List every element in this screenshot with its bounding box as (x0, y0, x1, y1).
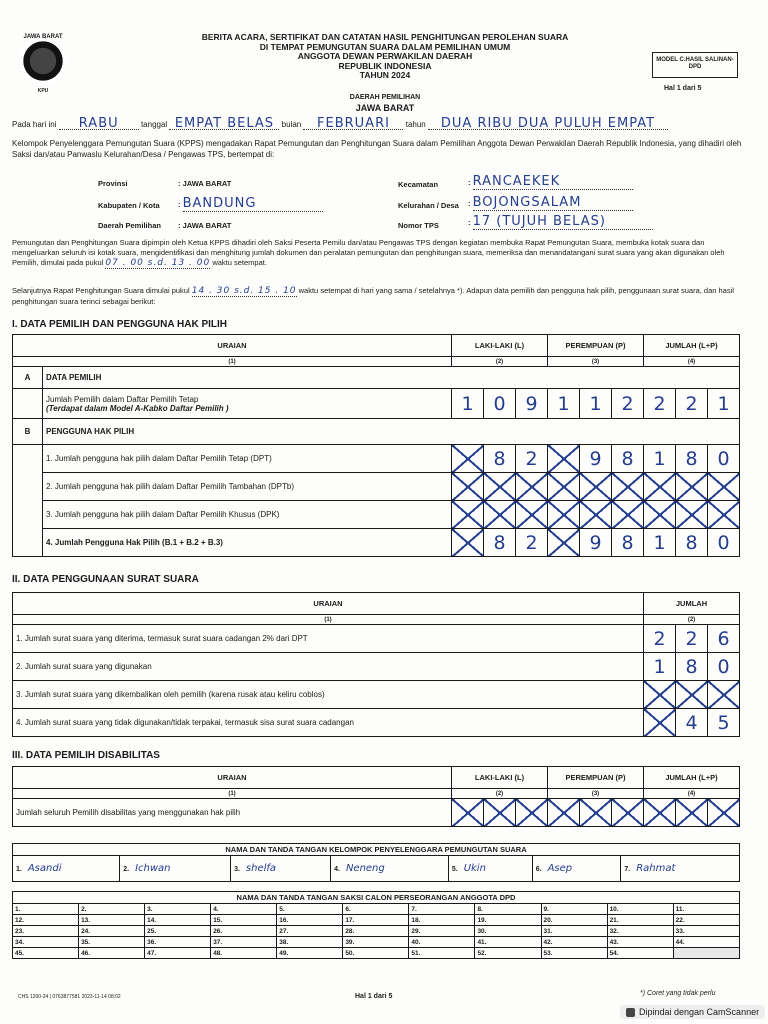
saksi-cell: 28. (343, 926, 409, 937)
saksi-row (13, 937, 740, 948)
digit-cell: 1 (452, 389, 484, 419)
saksi-cell: 25. (145, 926, 211, 937)
tps-value-wrap: : 17 (TUJUH BELAS) (468, 214, 653, 230)
kpps-member (532, 856, 621, 882)
saksi-cell: 43. (607, 937, 673, 948)
member-signature: Ukin (463, 863, 486, 874)
member-signature: Rahmat (636, 863, 676, 874)
kpps-member (120, 856, 231, 882)
surat-suara-label: 4. Jumlah surat suara yang tidak digunakan/tidak terpakai, termasuk sisa surat suara cadangan (13, 709, 644, 737)
kecamatan-value: RANCAEKEK (473, 174, 633, 190)
counting-paragraph (12, 286, 752, 307)
row-a-title: DATA PEMILIH (43, 367, 740, 389)
pada-hari-label: Pada hari ini (12, 120, 57, 129)
para2-text: Selanjutnya Rapat Penghitungan Suara dimulai pukul (12, 286, 190, 295)
kelurahan-value: BOJONGSALAM (473, 195, 633, 211)
footer-note: *) Coret yang tidak perlu (640, 990, 716, 997)
col-num: (2) (644, 615, 740, 625)
crossed-cell (580, 473, 612, 501)
saksi-cell: 18. (409, 915, 475, 926)
row-a-label: A (13, 367, 43, 389)
digit-cell: 8 (484, 529, 516, 557)
digit-cell: 1 (644, 529, 676, 557)
bulan-value: FEBRUARI (303, 118, 403, 130)
camscanner-label: Dipindai dengan CamScanner (639, 1007, 760, 1017)
crossed-cell (452, 529, 484, 557)
saksi-cell: 15. (211, 915, 277, 926)
surat-suara-label: 3. Jumlah surat suara yang dikembalikan oleh pemilih (karena rusak atau keliru coblos) (13, 681, 644, 709)
saksi-cell: 23. (13, 926, 79, 937)
digit-cell: 2 (644, 389, 676, 419)
surat-suara-row (13, 681, 740, 709)
crossed-cell (676, 681, 708, 709)
intro-paragraph (12, 118, 752, 160)
member-signature: Asandi (27, 863, 62, 874)
saksi-title: NAMA DAN TANDA TANGAN SAKSI CALON PERSEORANGAN ANGGOTA DPD (13, 892, 740, 904)
title-line: REPUBLIK INDONESIA (338, 60, 432, 71)
digit-cell: 9 (580, 445, 612, 473)
saksi-cell: 45. (13, 948, 79, 959)
saksi-cell: 53. (541, 948, 607, 959)
spacer-cell (13, 473, 43, 501)
saksi-cell: 34. (13, 937, 79, 948)
crossed-cell (708, 501, 740, 529)
provinsi-value: : JAWA BARAT (178, 179, 232, 188)
crossed-cell (612, 501, 644, 529)
saksi-cell: 22. (673, 915, 739, 926)
daerah-value: JAWA BARAT (355, 103, 415, 113)
pengguna-label: 1. Jumlah pengguna hak pilih dalam Daftar Pemilih Tetap (DPT) (43, 445, 452, 473)
digit-cell: 2 (516, 445, 548, 473)
hari-value: RABU (59, 118, 139, 130)
crossed-cell (676, 501, 708, 529)
spacer-cell (13, 529, 43, 557)
kpps-member (448, 856, 532, 882)
kpps-member (231, 856, 331, 882)
saksi-table (12, 891, 740, 959)
digit-cell: 1 (644, 653, 676, 681)
disabilitas-row (13, 799, 740, 827)
saksi-cell: 39. (343, 937, 409, 948)
saksi-cell: 10. (607, 904, 673, 915)
section2-table (12, 592, 740, 737)
crossed-cell (452, 799, 484, 827)
digit-cell: 0 (708, 445, 740, 473)
camscanner-badge (620, 1005, 765, 1019)
kpps-members (13, 856, 740, 882)
digit-cell: 1 (580, 389, 612, 419)
digit-cell: 9 (580, 529, 612, 557)
crossed-cell (452, 501, 484, 529)
digit-cell: 8 (676, 653, 708, 681)
kpps-signature-table (12, 843, 740, 882)
saksi-cell: 9. (541, 904, 607, 915)
crossed-cell (548, 529, 580, 557)
pengguna-row (13, 529, 740, 557)
intro-text: Kelompok Penyelenggara Pemungutan Suara (KPPS) mengadakan Rapat Pemungutan dan Penghitungan Suara dalam Pemilihan Anggota Dewan Perwakilan Daerah Republik Indonesia, yang dihadiri oleh Saksi dan/atau Panwaslu Kelurahan/Desa / Pengawas TPS, bertempat di: (12, 139, 742, 159)
digit-cell: 0 (484, 389, 516, 419)
saksi-cell: 19. (475, 915, 541, 926)
member-signature: shelfa (245, 863, 277, 874)
tanggal-label: tanggal (140, 120, 168, 129)
saksi-cell: 41. (475, 937, 541, 948)
member-number: 2. (123, 866, 130, 873)
provinsi-label: Provinsi (98, 179, 128, 188)
col-num: (1) (13, 615, 644, 625)
title-line: ANGGOTA DEWAN PERWAKILAN DAERAH (297, 51, 473, 61)
surat-suara-row (13, 653, 740, 681)
crossed-cell (452, 473, 484, 501)
header-uraian: URAIAN (13, 767, 452, 789)
kelurahan-value-wrap: : BOJONGSALAM (468, 195, 633, 211)
saksi-cell: 49. (277, 948, 343, 959)
surat-suara-rows (13, 625, 740, 737)
camscanner-icon (626, 1008, 635, 1017)
surat-suara-row (13, 625, 740, 653)
tps-value: 17 (TUJUH BELAS) (473, 214, 653, 230)
member-number: 7. (624, 866, 631, 873)
crossed-cell (548, 501, 580, 529)
surat-suara-label: 1. Jumlah surat suara yang diterima, termasuk surat suara cadangan 2% dari DPT (13, 625, 644, 653)
crossed-cell (484, 799, 516, 827)
opening-paragraph (12, 238, 752, 269)
crossed-cell (548, 473, 580, 501)
crossed-cell (644, 501, 676, 529)
kabupaten-value-wrap: : BANDUNG (178, 196, 323, 212)
saksi-row (13, 904, 740, 915)
col-num: (4) (644, 357, 740, 367)
crossed-cell (484, 473, 516, 501)
spacer-cell (13, 445, 43, 473)
kabupaten-label: Kabupaten / Kota (98, 201, 160, 210)
saksi-cell: 40. (409, 937, 475, 948)
para1-text: Pemungutan dan Penghitungan Suara dipimpin oleh Ketua KPPS dihadiri oleh Saksi Peserta Pemilu dan/atau Pengawas TPS dengan kegiatan membuka Rapat Pemungutan Suara, membuka kotak suara dan mengeluarkan seluruh isi kotak suara, mengidentifikasi dan menghitung jumlah dokumen dan peralatan pemungutan dan penghitungan suara, memeriksa dan menandatangani surat suara yang akan digunakan oleh Pemilih, dimulai pada pukul (12, 238, 725, 267)
saksi-cell: 46. (79, 948, 145, 959)
kelurahan-label: Kelurahan / Desa (398, 201, 459, 210)
digit-cell: 1 (708, 389, 740, 419)
tahun-label: tahun (405, 120, 426, 129)
para2-end: waktu setempat di hari yang sama / setelahnya *). Adapun data pemilih dan pengguna hak pilih, penggunaan surat suara, dan hasil penghitungan suara terinci sebagai berikut: (12, 286, 734, 306)
digit-cell: 2 (644, 625, 676, 653)
row-b-label: B (13, 419, 43, 445)
daerah-label: DAERAH PEMILIHAN (349, 94, 421, 101)
logo-caption: JAWA BARAT (23, 34, 63, 40)
member-number: 6. (535, 866, 542, 873)
saksi-rows (13, 904, 740, 959)
dpt-row (13, 389, 740, 419)
member-signature: Neneng (345, 863, 385, 874)
saksi-cell: 29. (409, 926, 475, 937)
digit-cell: 9 (516, 389, 548, 419)
saksi-cell: 5. (277, 904, 343, 915)
saksi-cell: 24. (79, 926, 145, 937)
page-number: Hal 1 dari 5 (664, 85, 702, 92)
col-num: (2) (452, 357, 548, 367)
digit-cell: 4 (676, 709, 708, 737)
bulan-label: bulan (281, 120, 302, 129)
spacer-cell (13, 501, 43, 529)
member-signature: Asep (547, 863, 573, 874)
member-number: 4. (334, 866, 340, 873)
digit-cell: 1 (548, 389, 580, 419)
section3-table (12, 766, 740, 827)
pengguna-row (13, 473, 740, 501)
digit-cell: 0 (708, 653, 740, 681)
title-line: BERITA ACARA, SERTIFIKAT DAN CATATAN HASIL PENGHITUNGAN PEROLEHAN SUARA (201, 32, 569, 42)
model-box: MODEL C.HASIL SALINAN-DPD (652, 52, 738, 78)
header-jumlah: JUMLAH (L+P) (644, 335, 740, 357)
member-number: 1. (16, 866, 22, 873)
digit-cell: 5 (708, 709, 740, 737)
crossed-cell (644, 709, 676, 737)
pengguna-rows (13, 445, 740, 557)
kecamatan-value-wrap: : RANCAEKEK (468, 174, 633, 190)
crossed-cell (644, 681, 676, 709)
para1-end: waktu setempat. (212, 258, 267, 267)
disabilitas-label: Jumlah seluruh Pemilih disabilitas yang menggunakan hak pilih (13, 799, 452, 827)
para1-time: 07 . 00 s.d. 13 . 00 (105, 258, 211, 268)
saksi-cell: 27. (277, 926, 343, 937)
header-jumlah: JUMLAH (644, 593, 740, 615)
saksi-cell: 2. (79, 904, 145, 915)
crossed-cell (548, 799, 580, 827)
daerah-value-loc: : JAWA BARAT (178, 221, 232, 230)
saksi-row (13, 926, 740, 937)
saksi-cell: 7. (409, 904, 475, 915)
saksi-cell: 20. (541, 915, 607, 926)
digit-cell: 8 (612, 445, 644, 473)
logo-caption-bottom: KPU (37, 88, 49, 94)
col-num: (2) (452, 789, 548, 799)
section1-table (12, 334, 740, 557)
saksi-cell: 21. (607, 915, 673, 926)
kpps-member (331, 856, 449, 882)
footer-code: CHS 1200-24 | 0763877581 2023-11-14 08:02 (18, 994, 121, 1000)
saksi-cell: 17. (343, 915, 409, 926)
col-num: (3) (548, 357, 644, 367)
digit-cell: 2 (612, 389, 644, 419)
member-number: 3. (234, 866, 240, 873)
header-laki: LAKI-LAKI (L) (452, 767, 548, 789)
col-num: (4) (644, 789, 740, 799)
saksi-cell: 44. (673, 937, 739, 948)
digit-cell: 2 (676, 389, 708, 419)
kabupaten-value: BANDUNG (183, 196, 323, 212)
col-num: (3) (548, 789, 644, 799)
saksi-cell: 1. (13, 904, 79, 915)
saksi-cell: 35. (79, 937, 145, 948)
digit-cell: 2 (676, 625, 708, 653)
header-perempuan: PEREMPUAN (P) (548, 767, 644, 789)
tps-label: Nomor TPS (398, 221, 439, 230)
header-laki: LAKI-LAKI (L) (452, 335, 548, 357)
title-line: TAHUN 2024 (359, 70, 411, 80)
crossed-cell (612, 473, 644, 501)
crossed-cell (580, 799, 612, 827)
para2-time: 14 . 30 s.d. 15 . 10 (191, 286, 297, 296)
crossed-cell (708, 473, 740, 501)
saksi-cell: 26. (211, 926, 277, 937)
pengguna-label: 3. Jumlah pengguna hak pilih dalam Daftar Pemilih Khusus (DPK) (43, 501, 452, 529)
saksi-cell: 3. (145, 904, 211, 915)
crossed-cell (612, 799, 644, 827)
crossed-cell (516, 473, 548, 501)
saksi-cell: 54. (607, 948, 673, 959)
pengguna-row (13, 445, 740, 473)
saksi-cell: 4. (211, 904, 277, 915)
saksi-cell: 36. (145, 937, 211, 948)
crossed-cell (708, 799, 740, 827)
tahun-value: DUA RIBU DUA PULUH EMPAT (428, 118, 668, 130)
row-b-title: PENGGUNA HAK PILIH (43, 419, 740, 445)
saksi-cell (673, 948, 739, 959)
saksi-cell: 51. (409, 948, 475, 959)
kpps-member (13, 856, 120, 882)
crossed-cell (484, 501, 516, 529)
digit-cell: 2 (516, 529, 548, 557)
saksi-row (13, 948, 740, 959)
member-number: 5. (451, 866, 458, 873)
header-uraian: URAIAN (13, 335, 452, 357)
footer-page: Hal 1 dari 5 (355, 993, 393, 1000)
saksi-cell: 33. (673, 926, 739, 937)
saksi-cell: 48. (211, 948, 277, 959)
crossed-cell (708, 681, 740, 709)
digit-cell: 1 (644, 445, 676, 473)
kpu-logo (20, 38, 66, 84)
saksi-cell: 14. (145, 915, 211, 926)
digit-cell: 8 (484, 445, 516, 473)
saksi-cell: 32. (607, 926, 673, 937)
digit-cell: 8 (676, 445, 708, 473)
saksi-cell: 11. (673, 904, 739, 915)
digit-cell: 8 (676, 529, 708, 557)
col-num: (1) (13, 357, 452, 367)
header-uraian: URAIAN (13, 593, 644, 615)
document-title (150, 33, 620, 81)
saksi-cell: 12. (13, 915, 79, 926)
pengguna-row (13, 501, 740, 529)
member-signature: Ichwan (135, 863, 171, 874)
crossed-cell (548, 445, 580, 473)
kecamatan-label: Kecamatan (398, 180, 439, 189)
saksi-cell: 42. (541, 937, 607, 948)
saksi-cell: 50. (343, 948, 409, 959)
pengguna-label: 2. Jumlah pengguna hak pilih dalam Daftar Pemilih Tambahan (DPTb) (43, 473, 452, 501)
kpps-title: NAMA DAN TANDA TANGAN KELOMPOK PENYELENGGARA PEMUNGUTAN SUARA (13, 844, 740, 856)
crossed-cell (676, 799, 708, 827)
crossed-cell (516, 501, 548, 529)
saksi-cell: 8. (475, 904, 541, 915)
tanggal-value: EMPAT BELAS (169, 118, 279, 130)
section2-title: II. DATA PENGGUNAAN SURAT SUARA (12, 574, 199, 585)
header-jumlah: JUMLAH (L+P) (644, 767, 740, 789)
saksi-cell: 47. (145, 948, 211, 959)
saksi-cell: 37. (211, 937, 277, 948)
saksi-cell: 30. (475, 926, 541, 937)
daerah-pemilihan (300, 93, 470, 113)
saksi-cell: 16. (277, 915, 343, 926)
saksi-cell: 31. (541, 926, 607, 937)
saksi-row (13, 915, 740, 926)
digit-cell: 0 (708, 529, 740, 557)
saksi-cell: 38. (277, 937, 343, 948)
saksi-cell: 6. (343, 904, 409, 915)
saksi-cell: 52. (475, 948, 541, 959)
digit-cell: 6 (708, 625, 740, 653)
section3-title: III. DATA PEMILIH DISABILITAS (12, 750, 160, 761)
crossed-cell (452, 445, 484, 473)
surat-suara-label: 2. Jumlah surat suara yang digunakan (13, 653, 644, 681)
saksi-cell: 13. (79, 915, 145, 926)
crossed-cell (644, 473, 676, 501)
crossed-cell (644, 799, 676, 827)
crossed-cell (516, 799, 548, 827)
digit-cell: 8 (612, 529, 644, 557)
title-line: DI TEMPAT PEMUNGUTAN SUARA DALAM PEMILIHAN UMUM (259, 41, 511, 52)
daerah-label-loc: Daerah Pemilihan (98, 221, 161, 230)
dpt-label: Jumlah Pemilih dalam Daftar Pemilih Tetap (Terdapat dalam Model A-Kabko Daftar Pemilih ) (43, 389, 452, 419)
header-perempuan: PEREMPUAN (P) (548, 335, 644, 357)
section1-title: I. DATA PEMILIH DAN PENGGUNA HAK PILIH (12, 319, 227, 330)
pengguna-label: 4. Jumlah Pengguna Hak Pilih (B.1 + B.2 + B.3) (43, 529, 452, 557)
crossed-cell (580, 501, 612, 529)
crossed-cell (676, 473, 708, 501)
col-num: (1) (13, 789, 452, 799)
surat-suara-row (13, 709, 740, 737)
kpps-member (621, 856, 740, 882)
